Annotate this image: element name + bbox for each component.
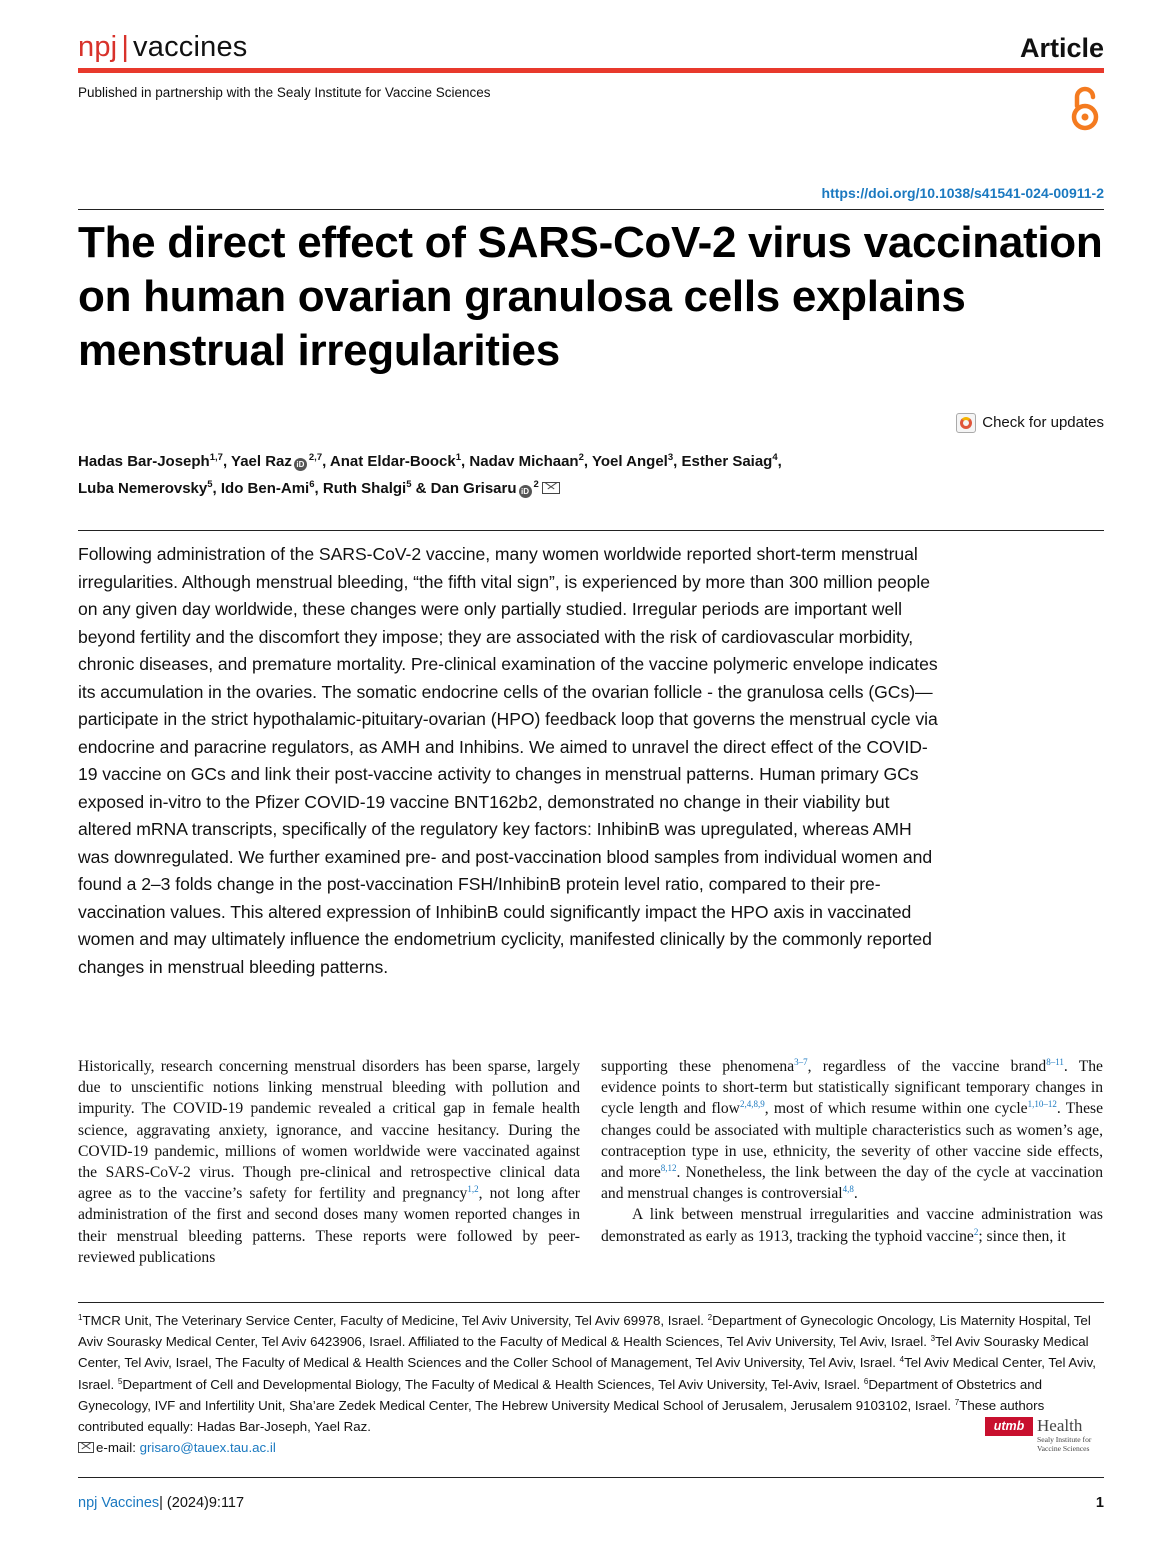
body-text: , not long after administration of the first and second doses many women reported changes in their menstrual bleeding patterns. These reports were followed by peer-reviewed publications [78,1185,580,1266]
author-separator: , [673,453,682,470]
body-text: . These changes could be associated with multiple characteristics such as women’s age, contraception type in use, ethnicity, the severity of other vaccine side effects, and more [601,1100,1104,1182]
doi-link[interactable]: https://doi.org/10.1038/s41541-024-00911-2 [821,185,1104,201]
body-column-right [601,1056,1103,1247]
utmb-health-logo [985,1416,1105,1456]
doi-rule [78,209,1104,210]
header-red-rule [78,68,1104,73]
affiliation-number: 1 [78,1313,83,1322]
affiliation-text: Tel Aviv Sourasky Medical Center, Tel Aviv, Israel, The Faculty of Medical & Health Sciences and the Coller School of Management, Tel Aviv University, Tel Aviv, Israel. [78,1334,1089,1371]
author-affiliation: 4 [772,452,778,463]
email-label: e-mail: [96,1440,140,1456]
body-text: . The evidence points to short-term but statistically significant temporary changes in cycle length and flow [601,1058,1103,1118]
reference-link[interactable]: 1,2 [467,1184,479,1195]
author[interactable] [78,453,223,470]
body-text: , most of which resume within one cycle [764,1100,1028,1118]
author-separator: , [212,480,221,497]
author-name: Luba Nemerovsky [78,480,208,497]
article-type-label: Article [1019,33,1104,63]
author-affiliation: 2 [578,452,584,463]
affiliation-number: 4 [899,1355,905,1365]
reference-link[interactable]: 1,10–12 [1027,1099,1057,1110]
author-name: Dan Grisaru [430,480,517,497]
author[interactable] [431,480,560,497]
footer-citation [78,1494,244,1512]
author-affiliation: 5 [207,479,213,490]
author[interactable] [592,453,673,470]
author[interactable] [323,480,412,497]
affiliation-number: 2 [707,1313,713,1322]
affiliations [78,1310,1104,1458]
affiliation-number: 6 [863,1376,869,1386]
author[interactable] [231,453,322,470]
affiliation-number: 7 [954,1397,960,1407]
envelope-icon [78,1442,94,1453]
reference-link[interactable]: 3–7 [794,1057,808,1067]
author-name: Ruth Shalgi [322,480,407,497]
affiliation-text: Department of Gynecologic Oncology, Lis Maternity Hospital, Tel Aviv Sourasky Medical Center, Tel Aviv 6423906, Israel. Affiliated to the Faculty of Medical & Health Sciences, Tel Aviv University, Tel Aviv, Israel. [78,1313,1091,1350]
corresponding-email-link[interactable]: grisaro@tauex.tau.ac.il [139,1440,276,1456]
envelope-icon[interactable] [542,482,560,494]
author-name: Yael Raz [231,453,292,470]
partnership-note: Published in partnership with the Sealy Institute for Vaccine Sciences [78,85,491,100]
author-affiliation: 1,7 [209,452,223,463]
author-list [78,446,1104,500]
journal-brand[interactable] [78,30,247,64]
author-name: Yoel Angel [591,453,668,470]
affiliation-text: Tel Aviv Medical Center, Tel Aviv, Israel. [78,1355,1096,1392]
author-name: Nadav Michaan [469,453,579,470]
affiliation-number: 3 [930,1334,936,1344]
orcid-icon[interactable]: iD [519,485,532,498]
author[interactable] [469,453,584,470]
open-access-icon [1068,84,1102,132]
abstract-text: Following administration of the SARS-CoV-2 vaccine, many women worldwide reported short-term menstrual irregularities. Although menstrual bleeding, “the fifth vital sign”, is experienced by more than 300 million people on any given day worldwide, these changes were only partially studied. Irregular periods are important well beyond fertility and the discomfort they impose; they are associated with the risk of cardiovascular morbidity, chronic diseases, and premature mortality. Pre-clinical examination of the vaccine polymeric envelope indicates its accumulation in the ovaries. The somatic endocrine cells of the ovarian follicle - the granulosa cells (GCs)—participate in the strict hypothalamic-pituitary-ovarian (HPO) feedback loop that governs the menstrual cycle via endocrine and paracrine regulators, as AMH and Inhibins. We aimed to unravel the direct effect of the COVID-19 vaccine on GCs and link their post-vaccine activity to changes in menstrual patterns. Human primary GCs exposed in-vitro to the Pfizer COVID-19 vaccine BNT162b2, demonstrated no change in their viability but altered mRNA transcripts, specifically of the regulatory key factors: InhibinB was upregulated, whereas AMH was downregulated. We further examined pre- and post-vaccination blood samples from individual women and found a 2–3 folds change in the post-vaccination FSH/InhibinB protein level ratio, compared to their pre-vaccination values. This altered expression of InhibinB could significantly impact the HPO axis in vaccinated women and may ultimately influence the endometrium cyclicity, manifested clinically by the commonly reported changes in menstrual bleeding patterns. [78,544,938,977]
body-paragraph [78,1056,580,1268]
author-separator: , [314,480,323,497]
affiliation-number: 5 [117,1376,123,1386]
affiliation-text: Department of Cell and Developmental Biology, The Faculty of Medical & Health Sciences, Tel Aviv University, Tel-Aviv, Israel. [122,1376,864,1392]
author-affiliation: 6 [309,479,315,490]
brand-npj: npj [78,31,118,63]
reference-link[interactable]: 8–11 [1046,1057,1064,1067]
author[interactable] [78,480,213,497]
author-separator: , [222,453,232,470]
body-text: Historically, research concerning menstrual disorders has been sparse, largely due to unscientific notions linking menstrual bleeding with pollution and impurity. The COVID-19 pandemic revealed a critical gap in female health science, aggravating anxiety, ignorance, and vaccine hesitancy. During the COVID-19 pandemic, millions of women worldwide were vaccinated against the SARS-CoV-2 virus. Though pre-clinical and retrospective clinical data agree as to the vaccine’s safety for fertility and pregnancy [78,1058,580,1203]
footer-journal-link[interactable]: npj Vaccines [78,1495,160,1511]
author-affiliation: 5 [406,479,412,490]
author-separator: , [461,453,470,470]
author-affiliation: 1 [455,452,462,463]
check-updates-label: Check for updates [982,414,1104,431]
affiliations-rule [78,1302,1104,1303]
check-updates-icon [956,413,976,433]
body-paragraph [601,1204,1103,1246]
affiliation-text: TMCR Unit, The Veterinary Service Center, Faculty of Medicine, Tel Aviv University, Tel Aviv 69978, Israel. [82,1313,708,1328]
reference-link[interactable]: 4,8 [842,1184,854,1195]
body-paragraph [601,1056,1103,1204]
body-column-left [78,1056,580,1268]
author-separator: , [322,453,330,470]
author-separator: & [411,480,431,497]
utmb-logo-box: utmb [985,1417,1033,1436]
author-affiliation: 3 [667,452,674,463]
body-text: , regardless of the vaccine brand [807,1058,1047,1075]
body-text: . Nonetheless, the link between the day of the cycle at vaccination and menstrual changes is controversial [601,1164,1103,1203]
body-text: ; since then, it [978,1227,1066,1245]
author-name: Ido Ben-Ami [220,480,310,497]
brand-journal-name: vaccines [133,31,248,63]
author[interactable] [330,453,461,470]
orcid-icon[interactable]: iD [294,458,307,471]
footer-rule [78,1477,1104,1478]
reference-link[interactable]: 2 [973,1226,979,1237]
affiliation-list [78,1313,1096,1434]
affiliation-text: These authors contributed equally: Hadas Bar-Joseph, Yael Raz. [78,1397,1045,1435]
author-name: Esther Saiag [681,453,773,470]
body-text: supporting these phenomena [601,1058,795,1075]
brand-separator: | [121,31,130,63]
affiliation-text: Department of Obstetrics and Gynecology, IVF and Infertility Unit, Sha’are Zedek Medical Center, The Hebrew University Medical School of Jerusalem, Jerusalem 9103102, Israel. [78,1376,1043,1413]
masthead [78,30,1104,70]
reference-link[interactable]: 8,12 [660,1163,677,1174]
article-title: The direct effect of SARS-CoV-2 virus vaccination on human ovarian granulosa cells explains menstrual irregularities [78,218,1103,375]
author-name: Hadas Bar-Joseph [78,453,210,470]
reference-link[interactable]: 2,4,8,9 [739,1099,765,1110]
author-name: Anat Eldar-Boock [329,453,456,470]
author-affiliation: 2 [533,479,539,490]
footer-volume: | (2024)9:117 [159,1495,245,1511]
utmb-logo-subtitle: Sealy Institute for Vaccine Sciences [1037,1435,1092,1453]
check-for-updates-button[interactable] [956,413,1104,433]
utmb-logo-health: Health [1037,1416,1083,1435]
page-number: 1 [1095,1495,1104,1511]
author-separator: , [777,453,782,470]
body-text: . [853,1185,858,1203]
author-separator: , [583,453,592,470]
body-text: A link between menstrual irregularities and vaccine administration was demonstrated as early as 1913, tracking the typhoid vaccine [601,1206,1103,1245]
author-affiliation: 2,7 [308,452,323,463]
abstract-rule [78,530,1104,531]
author[interactable] [681,453,777,470]
author[interactable] [221,480,315,497]
